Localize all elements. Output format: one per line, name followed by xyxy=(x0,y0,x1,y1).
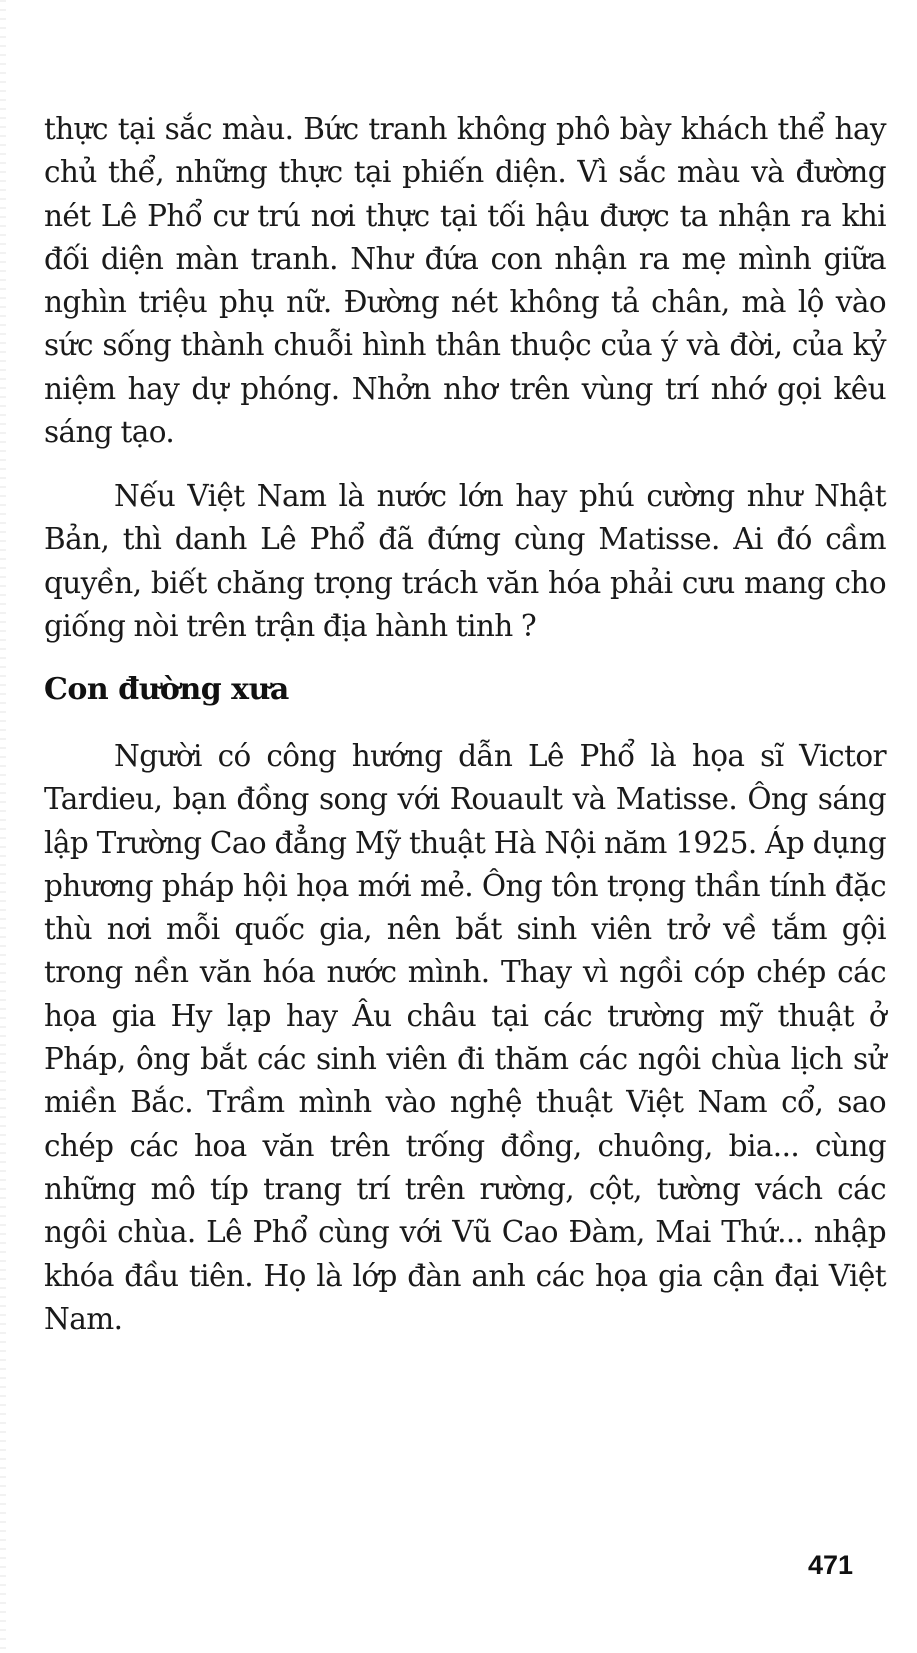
paragraph-text: Nếu Việt Nam là nước lớn hay phú cường như Nhật Bản, thì danh Lê Phổ đã đứng cùng Matisse. Ai đó cầm quyền, biết chăng trọng trách văn hóa phải cưu mang cho giống nòi trên trận địa hành tinh ? xyxy=(44,479,886,643)
paragraph-section-body xyxy=(44,735,886,1341)
paragraph-text: Người có công hướng dẫn Lê Phổ là họa sĩ Victor Tardieu, bạn đồng song với Rouault và Matisse. Ông sáng lập Trường Cao đẳng Mỹ thuật Hà Nội năm 1925. Áp dụng phương pháp hội họa mới mẻ. Ông tôn trọng thần tính đặc thù nơi mỗi quốc gia, nên bắt sinh viên trở về tắm gội trong nền văn hóa nước mình. Thay vì ngồi cóp chép các họa gia Hy lạp hay Âu châu tại các trường mỹ thuật ở Pháp, ông bắt các sinh viên đi thăm các ngôi chùa lịch sử miền Bắc. Trầm mình vào nghệ thuật Việt Nam cổ, sao chép các hoa văn trên trống đồng, chuông, bia... cùng những mô típ trang trí trên rường, cột, tường vách các ngôi chùa. Lê Phổ cùng với Vũ Cao Đàm, Mai Thứ... nhập khóa đầu tiên. Họ là lớp đàn anh các họa gia cận đại Việt Nam. xyxy=(44,739,886,1336)
paragraph-text: thực tại sắc màu. Bức tranh không phô bày khách thể hay chủ thể, những thực tại phiến diện. Vì sắc màu và đường nét Lê Phổ cư trú nơi thực tại tối hậu được ta nhận ra khi đối diện màn tranh. Như đứa con nhận ra mẹ mình giữa nghìn triệu phụ nữ. Đường nét không tả chân, mà lộ vào sức sống thành chuỗi hình thân thuộc của ý và đời, của kỷ niệm hay dự phóng. Nhởn nhơ trên vùng trí nhớ gọi kêu sáng tạo. xyxy=(44,112,886,450)
scan-edge-artifact xyxy=(0,0,6,1653)
section-heading: Con đường xưa xyxy=(44,672,289,707)
paragraph-viet-nam xyxy=(44,475,886,648)
page-number: 471 xyxy=(807,1550,853,1580)
paragraph-continuation xyxy=(44,108,886,454)
